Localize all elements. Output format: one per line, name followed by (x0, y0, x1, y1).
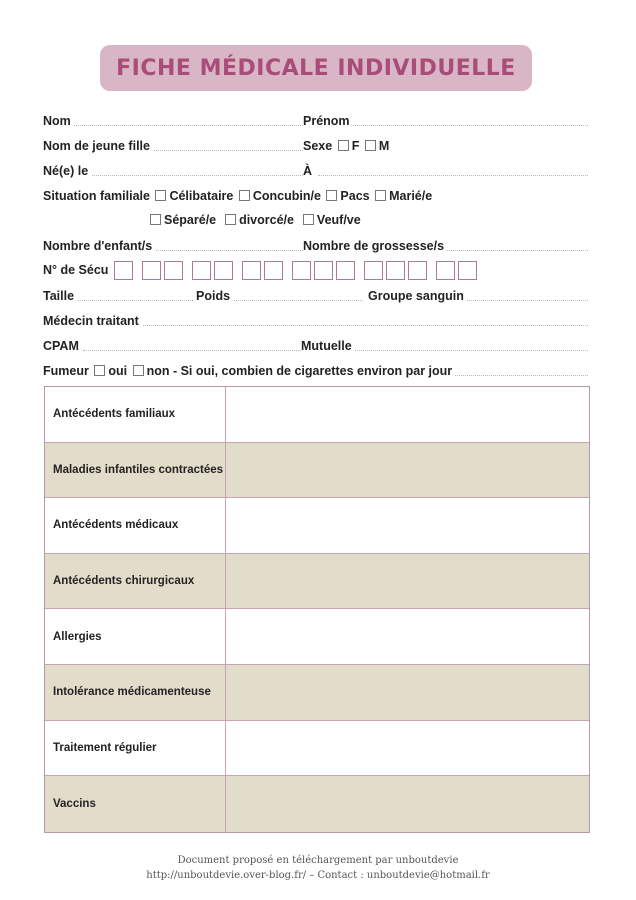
table-row (45, 554, 589, 610)
checkbox-oui[interactable] (94, 365, 105, 376)
dotted-line (73, 125, 303, 126)
dotted-line (318, 175, 588, 176)
checkbox-non[interactable] (133, 365, 144, 376)
table-row (45, 776, 589, 832)
row-nom-prenom (43, 112, 588, 130)
label-non: non - Si oui, combien de cigarettes environ par jour (146, 364, 453, 378)
table-row-label: Intolérance médicamenteuse (45, 665, 226, 720)
table-row-label: Vaccins (45, 776, 226, 832)
checkbox-pacs[interactable] (326, 190, 337, 201)
table-row-label: Antécédents chirurgicaux (45, 554, 226, 609)
table-row (45, 721, 589, 777)
table-row-label: Antécédents médicaux (45, 498, 226, 553)
dotted-line (438, 250, 588, 251)
label-concubin: Concubin/e (252, 189, 321, 203)
sexe-group (303, 137, 392, 155)
label-nb-enfants: Nombre d'enfant/s (43, 237, 155, 255)
table-row-label: Antécédents familiaux (45, 387, 226, 442)
title-banner (100, 45, 532, 91)
checkbox-marie[interactable] (375, 190, 386, 201)
label-f: F (351, 139, 360, 153)
label-sexe: Sexe (303, 139, 333, 153)
secu-digit-box[interactable] (292, 261, 311, 280)
row-medecin (43, 312, 588, 330)
dotted-line (83, 175, 303, 176)
secu-digit-box[interactable] (458, 261, 477, 280)
table-row (45, 609, 589, 665)
checkbox-celibataire[interactable] (155, 190, 166, 201)
row-cpam-mutuelle (43, 337, 588, 355)
secu-digit-box[interactable] (114, 261, 133, 280)
secu-digit-box[interactable] (214, 261, 233, 280)
label-veuf: Veuf/ve (316, 213, 361, 227)
secu-digit-box[interactable] (142, 261, 161, 280)
label-nb-grossesse: Nombre de grossesse/s (303, 237, 447, 255)
footer-line-1: Document proposé en téléchargement par unboutdevie (177, 855, 459, 866)
label-groupe: Groupe sanguin (368, 287, 467, 305)
label-nom: Nom (43, 112, 74, 130)
secu-digit-box[interactable] (364, 261, 383, 280)
label-secu: N° de Sécu (43, 261, 111, 279)
row-fumeur (43, 362, 588, 380)
table-row-entry[interactable] (226, 387, 589, 442)
situation-group-2 (148, 211, 364, 229)
label-pacs: Pacs (340, 189, 370, 203)
checkbox-m[interactable] (365, 140, 376, 151)
label-medecin: Médecin traitant (43, 312, 142, 330)
footer-line-2: http://unboutdevie.over-blog.fr/ – Contact : unboutdevie@hotmail.fr (146, 870, 490, 881)
table-row-entry[interactable] (226, 776, 589, 832)
label-fumeur: Fumeur (43, 364, 89, 378)
row-taille-poids-groupe (43, 287, 588, 305)
label-celibataire: Célibataire (169, 189, 234, 203)
table-row-entry[interactable] (226, 443, 589, 498)
dotted-line (78, 300, 193, 301)
label-situation: Situation familiale (43, 189, 150, 203)
checkbox-veuf[interactable] (303, 214, 314, 225)
row-ne-le-a (43, 162, 588, 180)
table-row-entry[interactable] (226, 665, 589, 720)
secu-digit-box[interactable] (264, 261, 283, 280)
label-mutuelle: Mutuelle (301, 337, 355, 355)
label-divorce: divorcé/e (239, 213, 294, 227)
label-oui: oui (108, 364, 128, 378)
dotted-line (148, 250, 303, 251)
situation-group (43, 187, 435, 205)
table-row (45, 443, 589, 499)
checkbox-separe[interactable] (150, 214, 161, 225)
row-situation-2 (43, 211, 588, 229)
table-row-label: Maladies infantiles contractées (45, 443, 226, 498)
checkbox-f[interactable] (338, 140, 349, 151)
row-secu (43, 261, 588, 283)
table-row-entry[interactable] (226, 554, 589, 609)
secu-digit-box[interactable] (164, 261, 183, 280)
secu-digit-box[interactable] (336, 261, 355, 280)
dotted-line (138, 150, 303, 151)
row-jeune-fille-sexe (43, 137, 588, 155)
table-row-label: Allergies (45, 609, 226, 664)
secu-digit-box[interactable] (314, 261, 333, 280)
dotted-line (228, 300, 363, 301)
checkbox-concubin[interactable] (239, 190, 250, 201)
label-nom-jeune-fille: Nom de jeune fille (43, 137, 153, 155)
label-taille: Taille (43, 287, 77, 305)
table-row (45, 498, 589, 554)
secu-digit-box[interactable] (436, 261, 455, 280)
label-ne-le: Né(e) le (43, 162, 91, 180)
dotted-line (453, 300, 588, 301)
table-row (45, 387, 589, 443)
dotted-line (348, 125, 588, 126)
secu-digit-box[interactable] (408, 261, 427, 280)
label-separe: Séparé/e (164, 213, 217, 227)
page-title: FICHE MÉDICALE INDIVIDUELLE (116, 55, 516, 81)
secu-digit-box[interactable] (192, 261, 211, 280)
table-row-entry[interactable] (226, 721, 589, 776)
medical-history-table (44, 386, 590, 833)
label-a: À (303, 162, 315, 180)
secu-digit-box[interactable] (242, 261, 261, 280)
table-row-label: Traitement régulier (45, 721, 226, 776)
table-row-entry[interactable] (226, 609, 589, 664)
label-marie: Marié/e (389, 189, 433, 203)
dotted-line (348, 350, 588, 351)
fumeur-group (43, 362, 455, 380)
label-cpam: CPAM (43, 337, 82, 355)
table-row-entry[interactable] (226, 498, 589, 553)
dotted-line (136, 325, 588, 326)
dotted-line (83, 350, 301, 351)
row-enfants-grossesse (43, 237, 588, 255)
row-situation (43, 187, 588, 205)
label-m: M (378, 139, 390, 153)
label-poids: Poids (196, 287, 233, 305)
table-row (45, 665, 589, 721)
label-prenom: Prénom (303, 112, 353, 130)
secu-digit-box[interactable] (386, 261, 405, 280)
checkbox-divorce[interactable] (225, 214, 236, 225)
dotted-line (433, 375, 588, 376)
